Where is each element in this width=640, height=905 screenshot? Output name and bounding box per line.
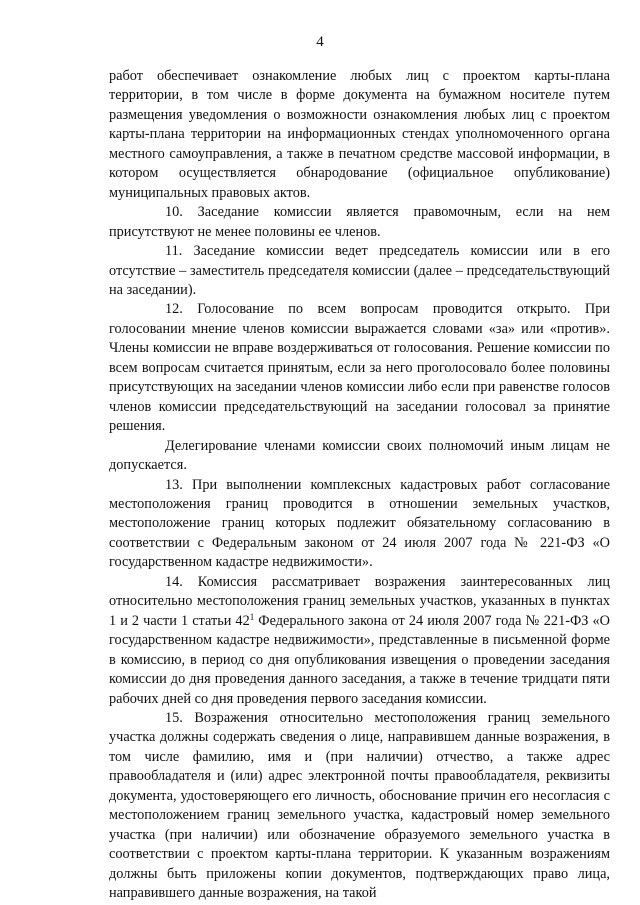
paragraph-text: работ обеспечивает ознакомление любых лиц с проектом карты-плана территории, в том числе в форме документа на бумажном носителе путем размещения уведомления о возможности ознакомления любых лиц с проектом карты-плана территории на информационных стендах уполномоченного органа местного самоуправления, а также в печатном средстве массовой информации, в котором осуществляется обнародование (официальное опубликование) муниципальных правовых актов.: [109, 68, 610, 201]
paragraph-text: Делегирование членами комиссии своих полномочий иным лицам не допускается.: [109, 437, 610, 474]
paragraph-text: 12. Голосование по всем вопросам проводится открыто. При голосовании мнение членов комиссии выражается словами «за» или «против». Члены комиссии не вправе воздерживаться от голосования. Решение комиссии по всем вопросам считается принятым, если за него проголосовало более половины присутствующих на заседании членов комиссии либо если при равенстве голосов членов комиссии председательствующий на заседании голосовал за принятие решения.: [109, 301, 610, 435]
superscript-index: 1: [249, 611, 255, 622]
paragraph-13: [109, 476, 610, 573]
paragraph-10: [109, 203, 610, 242]
paragraph-text: 14. Комиссия рассматривает возражения заинтересованных лиц относительно местоположения границ земельных участков, указанных в пунктах 1 и 2 части 1 статьи 42: [109, 573, 610, 629]
paragraph-delegation: [109, 437, 610, 476]
paragraph-text: 10. Заседание комиссии является правомочным, если на нем присутствуют не менее половины ее членов.: [109, 204, 610, 240]
page-number: 4: [316, 34, 324, 50]
paragraph-text: 15. Возражения относительно местоположения границ земельного участка должны содержать сведения о лице, направившем данные возражения, в том числе фамилию, имя и (при наличии) отчество, а также адрес правообладателя и (или) адрес электронной почты правообладателя, реквизиты документа, удостоверяющего его личность, обоснование причин его несогласия с местоположением границ земельного участка, кадастровый номер земельного участка (при наличии) или обозначение образуемого земельного участка в соответствии с проектом карты-плана территории. К указанным возражениям должны быть приложены копии документов, подтверждающих право лица, направившего данные возражения, на такой: [109, 709, 610, 902]
paragraph-text: Федерального закона от 24 июля 2007 года № 221-ФЗ «О государственном кадастре недвижимости», представленные в письменной форме в комиссию, в период со дня опубликования извещения о проведении заседания комиссии до дня проведения данного заседания, а также в течение тридцати пяти рабочих дней со дня проведения первого заседания комиссии.: [109, 612, 610, 707]
paragraph-12: [109, 300, 610, 436]
document-body: [109, 67, 610, 903]
paragraph-15: [109, 709, 610, 904]
paragraph-text: 11. Заседание комиссии ведет председатель комиссии или в его отсутствие – заместитель председателя комиссии (далее – председательствующий на заседании).: [109, 243, 610, 298]
paragraph-continuation: [109, 67, 610, 203]
paragraph-11: [109, 242, 610, 300]
paragraph-14: [109, 573, 610, 709]
paragraph-text: 13. При выполнении комплексных кадастровых работ согласование местоположения границ проводится в отношении земельных участков, местоположение границ которых подлежит обязательному согласованию в соответствии с Федеральным законом от 24 июля 2007 года № 221-ФЗ «О государственном кадастре недвижимости».: [109, 476, 610, 571]
